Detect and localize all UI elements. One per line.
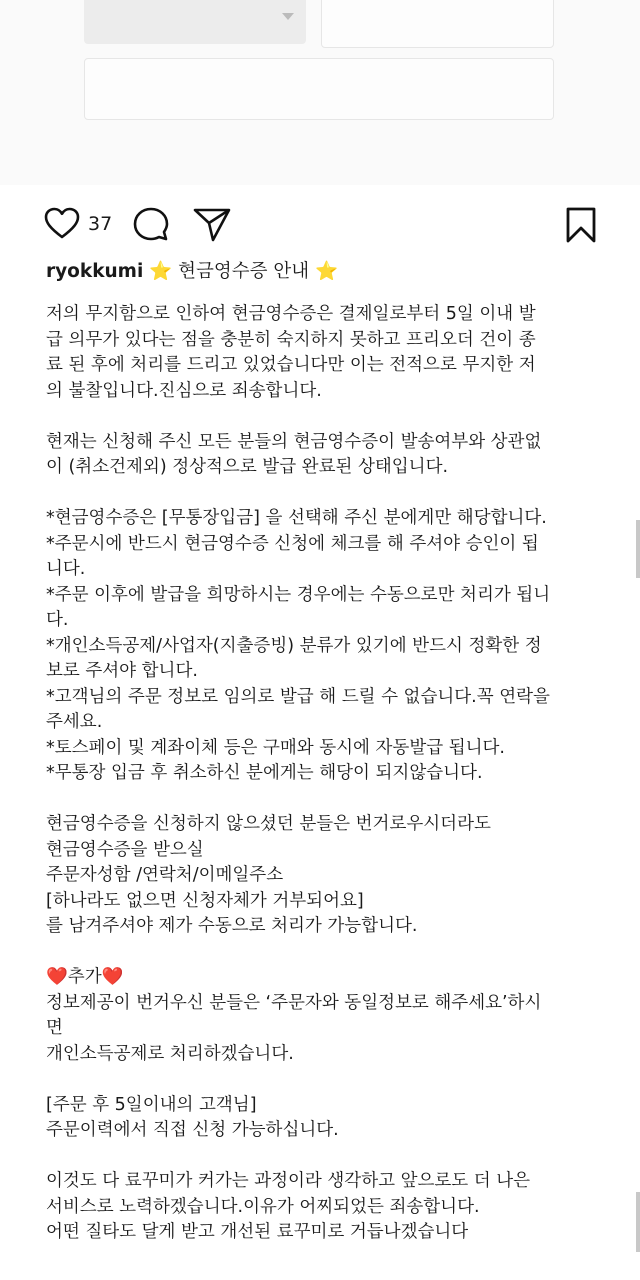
paper-plane-icon <box>192 206 232 242</box>
paragraph-gap <box>46 1067 606 1093</box>
star-icon: ⭐ <box>315 261 339 282</box>
username-link[interactable]: ryokkumi <box>46 261 144 282</box>
caption-line: 료 된 후에 처리를 드리고 있었습니다만 이는 전적으로 무지한 저 <box>46 355 536 375</box>
caption-line: 저의 무지함으로 인하여 현금영수증은 결제일로부터 5일 이내 발 <box>46 304 536 324</box>
post-caption <box>46 256 606 1246</box>
image-input-field-wide <box>84 58 554 120</box>
caption-line: 현금영수증을 신청하지 않으셨던 분들은 번거로우시더라도 <box>46 814 491 834</box>
paragraph-gap <box>46 787 606 813</box>
paragraph-gap <box>46 1144 606 1170</box>
caption-line: 주문이력에서 직접 신청 가능하십니다. <box>46 1120 339 1140</box>
paragraph-gap <box>46 404 606 430</box>
comment-button[interactable] <box>133 206 169 242</box>
caption-line: *무통장 입금 후 취소하신 분에게는 해당이 되지않습니다. <box>46 763 483 783</box>
paragraph-gap <box>46 481 606 507</box>
heart-icon <box>44 206 80 242</box>
caption-title: 현금영수증 안내 <box>178 261 310 282</box>
image-select-field <box>84 0 306 44</box>
share-button[interactable] <box>192 206 232 242</box>
caption-line: *주문 이후에 발급을 희망하시는 경우에는 수동으로만 처리가 됩니 <box>46 584 551 605</box>
caption-line: 이것도 다 료꾸미가 커가는 과정이라 생각하고 앞으로도 더 나은 <box>46 1171 531 1191</box>
caption-line: 주세요. <box>46 712 103 732</box>
chevron-down-icon <box>282 13 294 20</box>
paragraph-gap <box>46 940 606 966</box>
caption-line: *개인소득공제/사업자(지출증빙) 분류가 있기에 반드시 정확한 정 <box>46 635 542 656</box>
addendum-heading <box>46 965 606 991</box>
caption-line: 를 남겨주셔야 제가 수동으로 처리가 가능합니다. <box>46 916 418 936</box>
image-input-field <box>321 0 554 48</box>
caption-line: *토스페이 및 계좌이체 등은 구매와 동시에 자동발급 됩니다. <box>46 737 505 758</box>
like-count: 37 <box>88 213 113 235</box>
caption-line: 정보제공이 번거우신 분들은 ‘주문자와 동일정보로 해주세요’하시 <box>46 992 542 1013</box>
caption-line: 다. <box>46 610 69 630</box>
caption-paragraphs <box>46 302 606 965</box>
heart-emoji-icon: ❤️ <box>101 967 124 987</box>
caption-line: [하나라도 없으면 신청자체가 거부되어요] <box>46 890 364 911</box>
caption-line: 개인소득공제로 처리하겠습니다. <box>46 1043 294 1064</box>
caption-line: 주문자성함 /연락처/이메일주소 <box>46 865 284 885</box>
caption-line: *주문시에 반드시 현금영수증 신청에 체크를 해 주셔야 승인이 됩 <box>46 533 539 554</box>
post-image <box>0 0 640 185</box>
scrollbar-thumb[interactable] <box>636 1192 640 1252</box>
caption-line: 현금영수증을 받으실 <box>46 839 204 860</box>
caption-line: 이 (취소건제외) 정상적으로 발급 완료된 상태입니다. <box>46 457 449 477</box>
caption-line: 의 불찰입니다.진심으로 죄송합니다. <box>46 380 322 401</box>
addendum-label: 추가 <box>67 967 102 987</box>
caption-line: 니다. <box>46 559 86 579</box>
comment-icon <box>133 206 169 242</box>
caption-line: 면 <box>46 1018 63 1038</box>
post-action-bar <box>0 200 640 250</box>
like-button[interactable] <box>44 206 80 242</box>
caption-line: 서비스로 노력하겠습니다.이유가 어찌되었든 죄송합니다. <box>46 1196 480 1217</box>
caption-line: 현재는 신청해 주신 모든 분들의 현금영수증이 발송여부와 상관없 <box>46 431 542 452</box>
heart-emoji-icon: ❤️ <box>46 967 68 987</box>
caption-line: [주문 후 5일이내의 고객님] <box>46 1094 257 1115</box>
caption-line: 어떤 질타도 달게 받고 개선된 료꾸미로 거듭나겠습니다 <box>46 1222 469 1242</box>
caption-line: 급 의무가 있다는 점을 충분히 숙지하지 못하고 프리오더 건이 종 <box>46 329 536 350</box>
caption-line: *고객님의 주문 정보로 임의로 발급 해 드릴 수 없습니다.꼭 연락을 <box>46 686 550 707</box>
bookmark-icon <box>565 206 597 244</box>
caption-header <box>46 256 606 288</box>
caption-paragraphs-addendum <box>46 991 606 1246</box>
caption-line: *현금영수증은 [무통장입금] 을 선택해 주신 분에게만 해당합니다. <box>46 508 547 528</box>
star-icon: ⭐ <box>149 261 173 282</box>
save-button[interactable] <box>565 206 597 244</box>
caption-line: 보로 주셔야 합니다. <box>46 661 198 681</box>
scrollbar-thumb[interactable] <box>636 520 640 578</box>
caption-body <box>46 302 606 1246</box>
